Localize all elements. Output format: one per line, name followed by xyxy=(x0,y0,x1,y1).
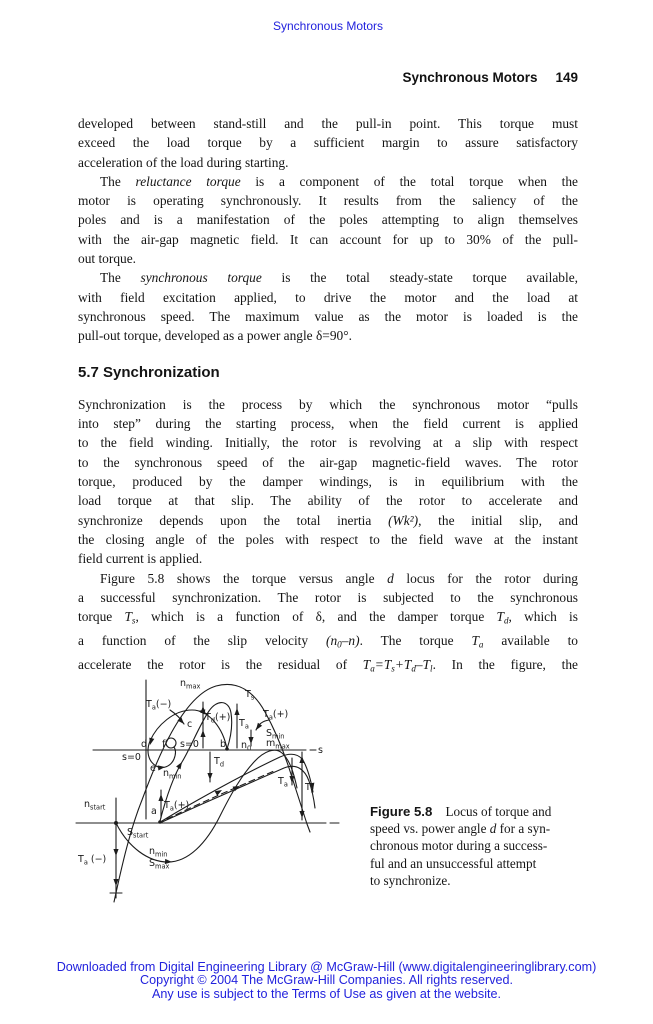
body-line: the closing angle of the poles with respect to the field wave at the instant xyxy=(78,531,578,547)
figure-label: $T_d(+)$ xyxy=(205,712,231,725)
section-heading: 5.7 Synchronization xyxy=(78,363,220,381)
body-line: The synchronous torque is the total steady-state torque available, xyxy=(100,270,578,286)
body-line: poles and is a manifestation of the poles attempting to align themselves xyxy=(78,212,578,228)
figure-label: $T_d$ xyxy=(214,756,224,769)
figure-label: $T_a$ (−) xyxy=(78,854,107,867)
figure-label: a xyxy=(151,806,157,817)
body-line: Synchronization is the process by which the synchronous motor “pulls xyxy=(78,396,578,412)
figure-label: $n_0$ xyxy=(241,740,252,753)
page-number: 149 xyxy=(555,70,578,85)
body-line: with the air-gap magnetic field. It can account for up to 30% of the pull- xyxy=(78,231,578,247)
figure-caption-line: Figure 5.8 Locus of torque and xyxy=(370,804,552,819)
body-line: out torque. xyxy=(78,251,137,267)
body-line: into step” during the starting process, when the field current is applied xyxy=(78,416,578,432)
figure-label: $T_a(-)$ xyxy=(146,699,172,712)
figure-label: $T_a$ xyxy=(278,776,288,789)
figure-label: b xyxy=(220,739,227,750)
figure-label: s xyxy=(318,745,323,756)
body-line: a successful synchronization. The rotor is subjected to the synchronous xyxy=(78,589,578,605)
figure-caption-line: chronous motor during a success- xyxy=(370,838,548,854)
figure-label: $n_{max}$ xyxy=(180,678,201,691)
figure-label: $S_{min}$ xyxy=(266,728,285,741)
page-header xyxy=(78,70,578,85)
body-line: motor is operating synchronously. It results from the saliency of the xyxy=(78,193,578,209)
body-paragraphs xyxy=(78,114,578,679)
body-line: to the synchronous speed of the air-gap magnetic-field waves. The rotor xyxy=(78,454,578,470)
body-line: field current is applied. xyxy=(78,551,203,567)
body-line: torque, produced by the damper windings, is in equilibrium with the xyxy=(78,474,578,490)
footer-terms: Any use is subject to the Terms of Use as given at the website. xyxy=(151,986,502,1001)
figure-label: $n_{min}$ xyxy=(163,768,182,781)
body-line: Figure 5.8 shows the torque versus angle d locus for the rotor during xyxy=(100,570,578,586)
figure-caption-line: to synchronize. xyxy=(370,872,451,888)
footer-download-link[interactable]: Downloaded from Digital Engineering Library @ McGraw-Hill (www.digitalengineeringlibrary.com) xyxy=(56,960,597,974)
figure-label: s=0 xyxy=(180,739,199,750)
figure-label: $T_a(+)$ xyxy=(263,709,289,722)
figure-label: $n_{min}$ xyxy=(149,846,168,859)
body-line: exceed the load torque by a sufficient margin to assure satisfactory xyxy=(78,135,578,151)
running-head-link[interactable]: Synchronous Motors xyxy=(272,19,384,33)
body-line: load torque at that slip. The ability of the rotor to accelerate and xyxy=(78,493,578,509)
body-line: synchronous speed. The maximum value as the motor is loaded is the xyxy=(78,308,578,324)
body-line: with field excitation applied, to drive the motor and the load at xyxy=(78,289,578,305)
figure-label: $S_{start}$ xyxy=(127,827,149,840)
figure-label: c xyxy=(187,719,193,730)
figure-label: $n_{start}$ xyxy=(84,799,106,812)
body-line: developed between stand-still and the pull-in point. This torque must xyxy=(78,116,578,131)
speed-dip-curve xyxy=(116,750,297,862)
footer-copyright: Copyright © 2004 The McGraw-Hill Companies. All rights reserved. xyxy=(139,973,513,988)
body-line: accelerate the rotor is the residual of Ta=Ts+Td–Tl. In the figure, the xyxy=(78,656,578,674)
figure-label: $m_{max}$ xyxy=(266,738,290,751)
body-column xyxy=(78,114,578,679)
figure-labels xyxy=(77,678,323,871)
figure-label: d xyxy=(141,739,148,750)
body-line: synchronize depends upon the total inertia (Wk²), the initial slip, and xyxy=(78,512,578,528)
body-line: acceleration of the load during starting. xyxy=(78,154,289,170)
figure-label: $T_\ell$ xyxy=(305,782,314,795)
page-header-title: Synchronous Motors xyxy=(402,70,538,85)
figure-label: $S_{max}$ xyxy=(149,858,170,871)
figure-5-8 xyxy=(70,650,352,918)
body-line: to the field winding. Initially, the rotor is revolving at a slip with respect xyxy=(78,435,578,451)
body-line: The reluctance torque is a component of the total torque when the xyxy=(100,173,578,189)
figure-caption xyxy=(370,803,602,889)
figure-label: e xyxy=(150,763,156,774)
figure-caption-line: ful and an unsuccessful attempt xyxy=(370,855,537,871)
figure-caption-line: speed vs. power angle d for a syn- xyxy=(370,821,551,837)
footer xyxy=(0,961,653,1001)
body-line: a function of the slip velocity (n0–n). The torque Ta available to xyxy=(78,632,579,650)
figure-label: $T_s$ xyxy=(245,689,255,702)
figure-5-8-diagram xyxy=(70,650,352,918)
figure-label: f xyxy=(162,739,166,750)
figure-label: $T_a$ xyxy=(239,718,249,731)
body-line: torque Ts, which is a function of δ, and the damper torque Td, which is xyxy=(78,609,578,626)
figure-label: s=0 xyxy=(122,752,141,763)
figure-label: $T_a(+)$ xyxy=(164,800,190,813)
body-line: pull-out torque, developed as a power angle δ=90°. xyxy=(78,328,352,344)
